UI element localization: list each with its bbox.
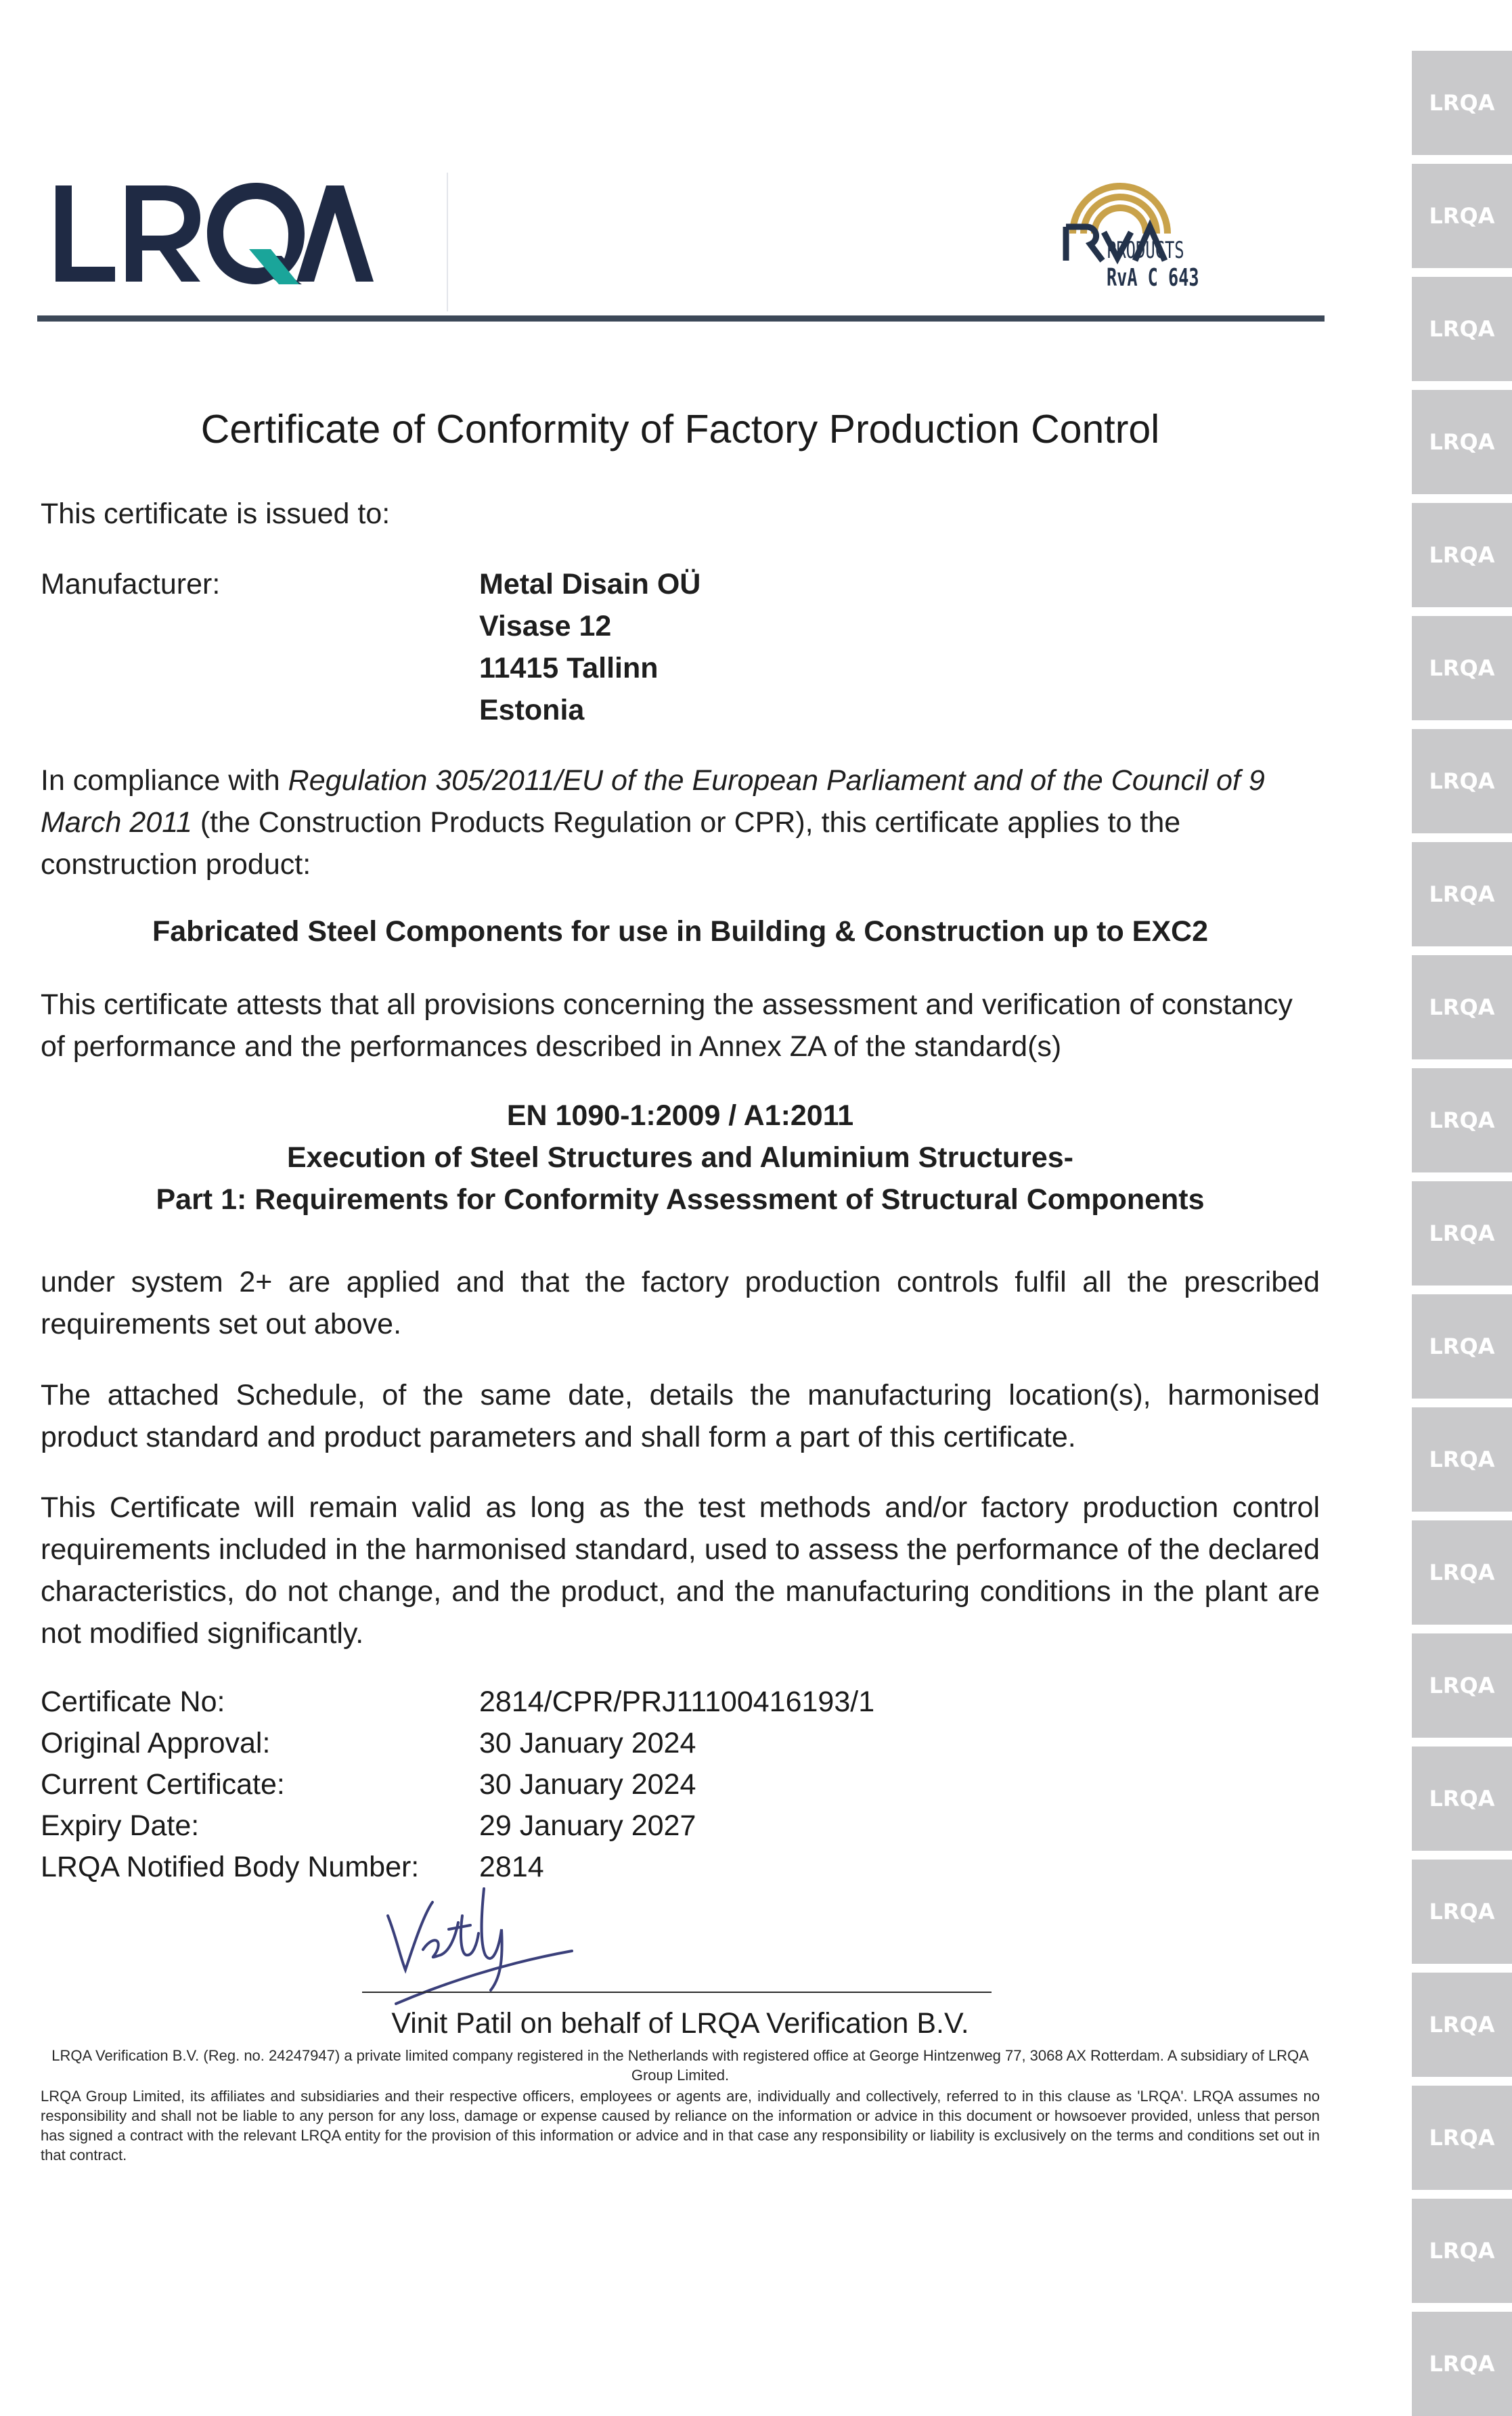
detail-row <box>41 1805 1056 1847</box>
side-strip-tile: LRQA <box>1412 277 1512 381</box>
footer-company-info: LRQA Verification B.V. (Reg. no. 24247947) a private limited company registered in the Netherlands with registered office at George Hintzenweg 77, 3068 AX Rotterdam. A subsidiary of LRQA Group Limited. <box>51 2047 1309 2084</box>
side-strip-tile: LRQA <box>1412 2086 1512 2190</box>
side-strip-tile: LRQA <box>1412 1068 1512 1172</box>
compliance-paragraph <box>41 760 1320 885</box>
manufacturer-name: Metal Disain OÜ <box>479 568 701 600</box>
manufacturer-country: Estonia <box>479 694 585 726</box>
side-strip-tile: LRQA <box>1412 390 1512 494</box>
side-strip-tile: LRQA <box>1412 1973 1512 2077</box>
side-strip-tile: LRQA <box>1412 955 1512 1059</box>
rva-accreditation-label: RvA C 643 <box>1107 264 1199 292</box>
current-certificate-label: Current Certificate: <box>41 1768 285 1801</box>
standard-number: EN 1090-1:2009 / A1:2011 <box>506 1099 854 1132</box>
handwritten-signature <box>376 1875 579 2011</box>
standard-part: Part 1: Requirements for Conformity Assessment of Structural Components <box>156 1183 1205 1216</box>
manufacturer-address <box>479 563 701 731</box>
product-name: Fabricated Steel Components for use in Building & Construction up to EXC2 <box>152 915 1209 948</box>
notified-body-label: LRQA Notified Body Number: <box>41 1851 420 1883</box>
rva-products-label: PRODUCTS <box>1107 237 1184 264</box>
validity-paragraph: This Certificate will remain valid as long as the test methods and/or factory production control requirements included in the harmonised standard, used to assess the performance of the declared characteristics, do not change, and the product, and the manufacturing conditions in the plant are not modified significantly. <box>41 1491 1320 1650</box>
side-strip-tile: LRQA <box>1412 1747 1512 1851</box>
signature-line <box>362 1992 992 1993</box>
issued-to-text: This certificate is issued to: <box>41 498 391 530</box>
expiry-date-value: 29 January 2027 <box>479 1809 696 1842</box>
manufacturer-city: 11415 Tallinn <box>479 652 659 684</box>
detail-row <box>41 1723 1056 1764</box>
detail-row <box>41 1764 1056 1805</box>
expiry-date-label: Expiry Date: <box>41 1809 200 1842</box>
certificate-no-label: Certificate No: <box>41 1686 225 1718</box>
current-certificate-value: 30 January 2024 <box>479 1768 696 1801</box>
lrqa-logo <box>55 183 374 284</box>
manufacturer-label: Manufacturer: <box>41 568 221 600</box>
side-strip-tile: LRQA <box>1412 1181 1512 1286</box>
schedule-paragraph: The attached Schedule, of the same date, details the manufacturing location(s), harmonised product standard and product parameters and shall form a part of this certificate. <box>41 1379 1320 1453</box>
attests-paragraph: This certificate attests that all provisions concerning the assessment and verification of constancy of performance and the performances described in Annex ZA of the standard(s) <box>41 988 1293 1063</box>
side-strip-tile: LRQA <box>1412 842 1512 946</box>
system-paragraph: under system 2+ are applied and that the factory production controls fulfil all the prescribed requirements set out above. <box>41 1266 1320 1340</box>
original-approval-label: Original Approval: <box>41 1727 271 1759</box>
manufacturer-street: Visase 12 <box>479 610 612 642</box>
compliance-suffix: (the Construction Products Regulation or CPR), this certificate applies to the construction product: <box>41 806 1181 881</box>
certificate-details <box>41 1682 1056 1888</box>
side-strip-tile: LRQA <box>1412 2199 1512 2303</box>
certificate-no-value: 2814/CPR/PRJ11100416193/1 <box>479 1686 875 1718</box>
side-strip-tile: LRQA <box>1412 1407 1512 1512</box>
detail-row <box>41 1682 1056 1723</box>
side-strip-tile: LRQA <box>1412 2312 1512 2416</box>
header-separator <box>447 173 448 311</box>
side-brand-strip <box>1412 0 1512 2377</box>
standard-block <box>0 1095 1360 1221</box>
side-strip-tile: LRQA <box>1412 1520 1512 1625</box>
side-strip-tile: LRQA <box>1412 1860 1512 1964</box>
side-strip-tile: LRQA <box>1412 164 1512 268</box>
side-strip-tile: LRQA <box>1412 729 1512 833</box>
regulation-reference: Regulation 305/2011/EU of the European Parliament and of the Council of 9 March 2011 <box>41 764 1265 839</box>
header-rule <box>37 315 1325 322</box>
compliance-prefix: In compliance with <box>41 764 288 797</box>
notified-body-value: 2814 <box>479 1851 544 1883</box>
footer-disclaimer: LRQA Group Limited, its affiliates and subsidiaries and their respective officers, employees or agents are, individually and collectively, referred to in this clause as 'LRQA'. LRQA assumes no responsibility and shall not be liable to any person for any loss, damage or expense caused by reliance on the information or advice in this document or howsoever provided, unless that person has signed a contract with the relevant LRQA entity for the provision of this information or advice and in that case any responsibility or liability is exclusively on the terms and conditions set out in that contract. <box>41 2088 1320 2164</box>
side-strip-tile: LRQA <box>1412 1294 1512 1399</box>
original-approval-value: 30 January 2024 <box>479 1727 696 1759</box>
standard-title: Execution of Steel Structures and Aluminium Structures- <box>287 1141 1073 1174</box>
side-strip-tile: LRQA <box>1412 503 1512 607</box>
certificate-title: Certificate of Conformity of Factory Production Control <box>200 407 1160 452</box>
signatory-name: Vinit Patil on behalf of LRQA Verification B.V. <box>391 2007 969 2040</box>
side-strip-tile: LRQA <box>1412 616 1512 720</box>
side-strip-tile: LRQA <box>1412 1633 1512 1738</box>
side-strip-tile: LRQA <box>1412 51 1512 155</box>
